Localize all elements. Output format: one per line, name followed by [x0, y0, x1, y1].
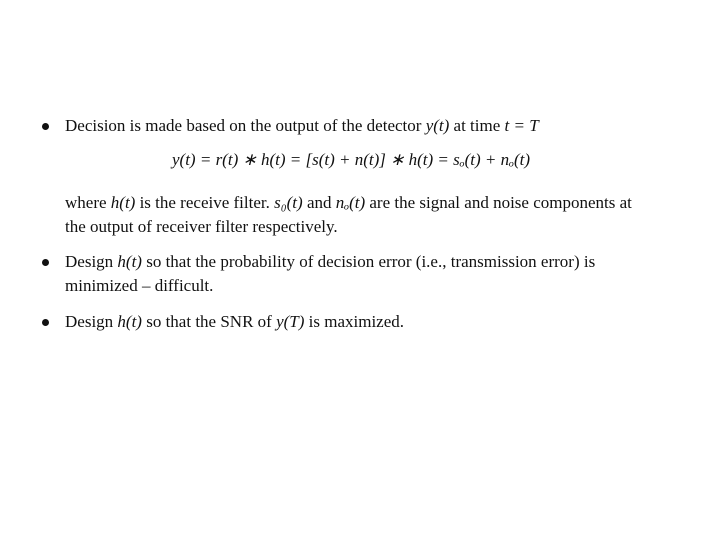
para-text-part: are the signal and noise components at [365, 193, 632, 212]
bullet-text-line-2: minimized – difficult. [65, 276, 214, 295]
bullet-text [65, 114, 682, 138]
para-text-part: and [302, 193, 336, 212]
bullet-dot-icon [42, 319, 49, 326]
bullet-item-design-snr [42, 310, 682, 334]
bullet-text-part: at time [449, 116, 505, 135]
bullet-text [65, 250, 682, 274]
bullet-text-part: Design [65, 252, 118, 271]
convolution-equation: y(t) = r(t) ∗ h(t) = [s(t) + n(t)] ∗ h(t) = sₒ(t) + nₒ(t) [172, 150, 531, 169]
bullet-item-decision [42, 114, 682, 138]
para-text-part: is the receive filter. [135, 193, 275, 212]
bullet-text [65, 310, 682, 334]
math-expression: h(t) [117, 252, 142, 271]
bullet-text-part: so that the SNR of [141, 312, 277, 331]
math-expression: h(t) [110, 193, 136, 212]
math-expression: y(T) [276, 312, 305, 331]
math-expression: y(t) [425, 116, 450, 135]
math-expression: s₀(t) [274, 193, 303, 212]
bullet-item-design-probability [42, 250, 682, 298]
math-expression: t = T [504, 116, 539, 135]
math-expression: nₒ(t) [335, 193, 366, 212]
bullet-text-part: is maximized. [304, 312, 405, 331]
where-paragraph-line-1 [65, 191, 632, 215]
bullet-text-part: Decision is made based on the output of the detector [65, 116, 426, 135]
bullet-dot-icon [42, 259, 49, 266]
bullet-text-part: so that the probability of decision error (i.e., transmission error) is [141, 252, 596, 271]
bullet-dot-icon [42, 123, 49, 130]
para-text-part: where [65, 193, 111, 212]
bullet-text-part: Design [65, 312, 118, 331]
where-paragraph-line-2: the output of receiver filter respectively. [65, 217, 338, 236]
math-expression: h(t) [117, 312, 142, 331]
